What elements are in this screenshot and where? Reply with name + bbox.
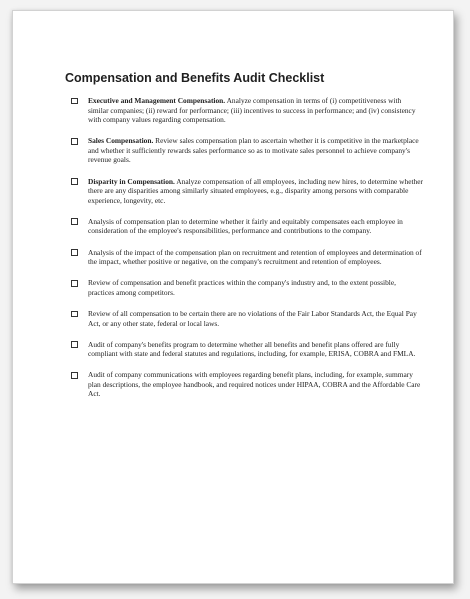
checklist-item <box>71 96 423 125</box>
checklist-item <box>71 248 423 267</box>
checkbox-icon[interactable] <box>71 249 78 256</box>
document-title: Compensation and Benefits Audit Checklist <box>65 71 325 85</box>
item-text: Review sales compensation plan to ascertain whether it is competitive in the marketplace and whether it sufficiently rewards sales performance so as to motivate sales personnel to achieve company's revenue goals. <box>88 136 419 165</box>
checklist-item <box>71 340 423 359</box>
item-text: Review of all compensation to be certain there are no violations of the Fair Labor Standards Act, the Equal Pay Act, or any other state, federal or local laws. <box>88 308 417 328</box>
checkbox-icon[interactable] <box>71 178 78 185</box>
item-text: Analyze compensation in terms of (i) competitiveness with similar companies; (ii) reward for performance; (iii) incentives to success in performance; and (iv) consistency with company values regarding compensation. <box>88 96 416 125</box>
checkbox-icon[interactable] <box>71 280 78 287</box>
checkbox-icon[interactable] <box>71 341 78 348</box>
checkbox-icon[interactable] <box>71 372 78 379</box>
checklist-item <box>71 278 423 297</box>
checkbox-icon[interactable] <box>71 311 78 318</box>
checklist-item <box>71 136 423 165</box>
item-text: Analyze compensation of all employees, including new hires, to determine whether there are any disparities among similarly situated employees, e.g., disparity among persons with comparable experience, longevity, etc. <box>88 176 423 205</box>
item-text: Analysis of the impact of the compensation plan on recruitment and retention of employees and determination of the impact, whether positive or negative, on the company's recruitment and retention of employees. <box>88 247 422 267</box>
checkbox-icon[interactable] <box>71 138 78 145</box>
checklist-item <box>71 309 423 328</box>
item-heading: Disparity in Compensation. <box>88 176 175 186</box>
checkbox-icon[interactable] <box>71 218 78 225</box>
checklist-item <box>71 177 423 206</box>
audit-checklist <box>71 96 423 411</box>
checkbox-icon[interactable] <box>71 98 78 105</box>
item-heading: Executive and Management Compensation. <box>88 96 226 105</box>
item-text: Audit of company communications with employees regarding benefit plans, including, for example, summary plan descriptions, the employee handbook, and required notices under HIPAA, COBRA and the Affordable Care Act. <box>88 370 421 399</box>
item-text: Review of compensation and benefit practices within the company's industry and, to the extent possible, practices among competitors. <box>88 278 396 297</box>
item-text: Analysis of compensation plan to determine whether it fairly and equitably compensates each employee in consideration of the employee's responsibilities, performance and contributions to the company. <box>88 216 403 236</box>
document-page <box>12 10 454 584</box>
checklist-item <box>71 217 423 236</box>
item-text: Audit of company's benefits program to determine whether all benefits and benefit plans offered are fully compliant with state and federal statutes and regulations, including, for example, ERISA, COBRA and FMLA. <box>88 339 416 359</box>
item-heading: Sales Compensation. <box>88 136 154 146</box>
checklist-item <box>71 370 423 399</box>
